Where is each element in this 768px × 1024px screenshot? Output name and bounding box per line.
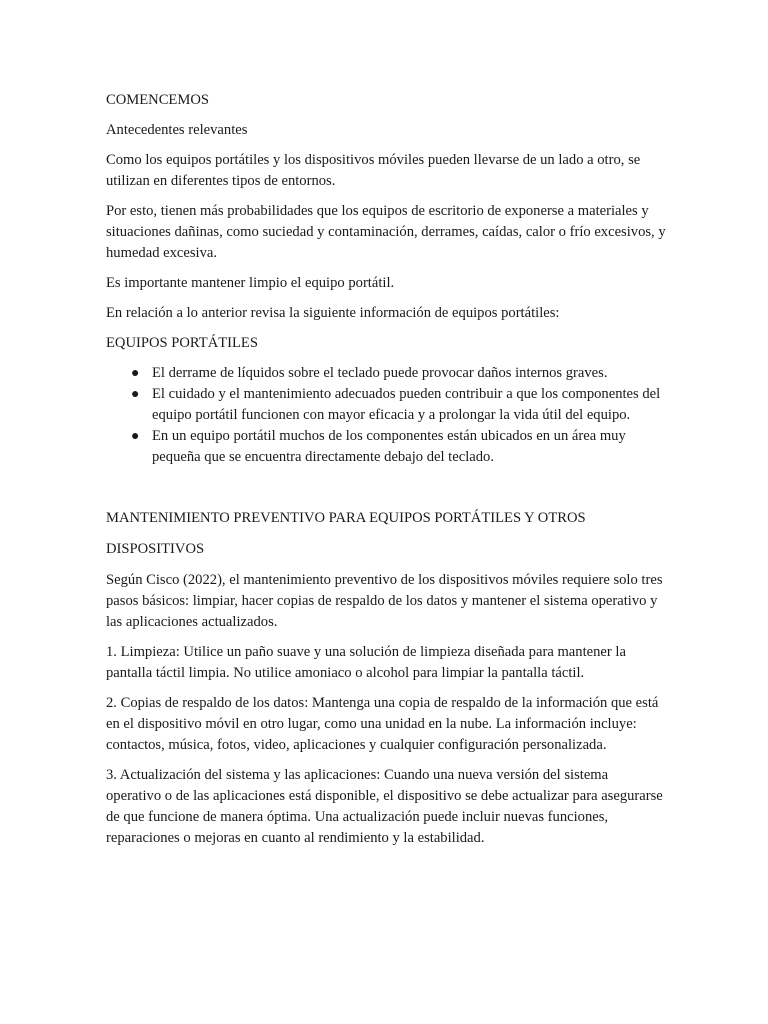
bullet-icon: ●: [131, 429, 140, 444]
list-item-text: En un equipo portátil muchos de los componentes están ubicados en un área muy pequeña que se encuentra directamente debajo del teclado.: [152, 428, 626, 465]
section-heading-dispositivos: DISPOSITIVOS: [106, 541, 205, 557]
step-copias: 2. Copias de respaldo de los datos: Mantenga una copia de respaldo de la información que está en el dispositivo móvil en otro lugar, como una unidad en la nube. La información incluye: contactos, música, fotos, video, aplicaciones y cualquier configuración personalizada.: [106, 695, 659, 753]
section-spacer: [106, 468, 666, 508]
bullet-list: [106, 363, 666, 468]
step-limpieza: 1. Limpieza: Utilice un paño suave y una solución de limpieza diseñada para mantener la pantalla táctil limpia. No utilice amoniaco o alcohol para limpiar la pantalla táctil.: [106, 644, 626, 681]
list-item: [106, 363, 666, 384]
paragraph-risks: Por esto, tienen más probabilidades que los equipos de escritorio de exponerse a materiales y situaciones dañinas, como suciedad y contaminación, derrames, caídas, calor o frío excesivos, y humedad excesiva.: [106, 203, 666, 261]
list-heading-equipos: EQUIPOS PORTÁTILES: [106, 335, 258, 351]
paragraph-importance: Es importante mantener limpio el equipo portátil.: [106, 275, 395, 291]
paragraph-cisco: Según Cisco (2022), el mantenimiento preventivo de los dispositivos móviles requiere solo tres pasos básicos: limpiar, hacer copias de respaldo de los datos y mantener el sistema operativo y las aplicaciones actualizados.: [106, 572, 663, 630]
list-item: [106, 384, 666, 426]
paragraph-intro: Como los equipos portátiles y los dispositivos móviles pueden llevarse de un lado a otro, se utilizan en diferentes tipos de entornos.: [106, 152, 641, 189]
step-actualizacion: 3. Actualización del sistema y las aplicaciones: Cuando una nueva versión del sistema operativo o de las aplicaciones está disponible, el dispositivo se debe actualizar para asegurarse de que funcione de manera óptima. Una actualización puede incluir nuevas funciones, reparaciones o mejoras en cuanto al rendimiento y la estabilidad.: [106, 767, 663, 846]
list-item: [106, 426, 666, 468]
section-heading-mantenimiento: MANTENIMIENTO PREVENTIVO PARA EQUIPOS PORTÁTILES Y OTROS: [106, 510, 586, 526]
document-page: [106, 90, 666, 858]
bullet-icon: ●: [131, 387, 140, 402]
list-item-text: El cuidado y el mantenimiento adecuados pueden contribuir a que los componentes del equipo portátil funcionen con mayor eficacia y a prolongar la vida útil del equipo.: [152, 386, 661, 423]
paragraph-review: En relación a lo anterior revisa la siguiente información de equipos portátiles:: [106, 305, 560, 321]
section-heading-comencemos: COMENCEMOS: [106, 92, 209, 108]
subheading-antecedentes: Antecedentes relevantes: [106, 122, 248, 138]
list-item-text: El derrame de líquidos sobre el teclado puede provocar daños internos graves.: [152, 365, 608, 381]
bullet-icon: ●: [131, 366, 140, 381]
